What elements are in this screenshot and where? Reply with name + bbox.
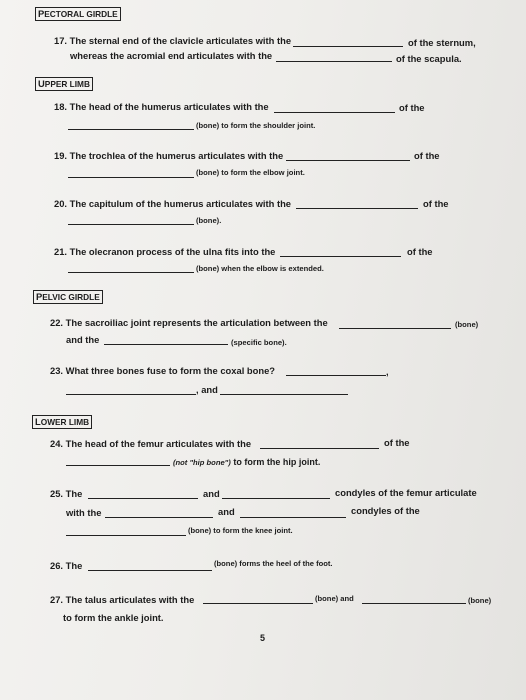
q22-blank-1[interactable] (339, 328, 451, 329)
q20-end1: of the (423, 198, 449, 209)
q18-end1: of the (399, 102, 425, 113)
q27-end1: (bone) (468, 596, 492, 605)
q17-blank-1[interactable] (293, 46, 403, 47)
q21-end1: of the (407, 246, 433, 257)
q25-and1: and (203, 488, 220, 499)
q22-blank-2[interactable] (104, 344, 228, 345)
q18-blank-2[interactable] (68, 129, 194, 130)
q19-blank-2[interactable] (68, 177, 194, 178)
q23-comma: , (386, 366, 389, 377)
q21-blank-1[interactable] (280, 256, 401, 257)
q25-end2: condyles of the (351, 505, 420, 516)
q23-blank-2[interactable] (66, 394, 196, 395)
section-header-lower-limb: LOWER LIMB (32, 415, 92, 429)
q26-sub: (bone) forms the heel of the foot. (214, 559, 333, 568)
q24-line1: 24. The head of the femur articulates with the (50, 438, 252, 449)
q23-and: , and (196, 384, 218, 395)
q21-blank-2[interactable] (68, 272, 194, 273)
q17-line2: whereas the acromial end articulates with the (70, 50, 273, 61)
q17-blank-2[interactable] (276, 61, 392, 62)
q23-blank-3[interactable] (220, 394, 348, 395)
q25-blank-1[interactable] (88, 498, 198, 499)
q24-end1: of the (384, 437, 410, 448)
q26-blank-1[interactable] (88, 570, 212, 571)
q24-blank-1[interactable] (260, 448, 379, 449)
q27-line2: to form the ankle joint. (63, 612, 164, 623)
q19-end1: of the (414, 150, 440, 161)
page-number: 5 (260, 633, 266, 643)
q18-line1: 18. The head of the humerus articulates with the (54, 101, 269, 112)
q19-blank-1[interactable] (286, 160, 410, 161)
q18-blank-1[interactable] (274, 112, 395, 113)
q25-sub: (bone) to form the knee joint. (188, 526, 293, 535)
q17-line1: 17. The sternal end of the clavicle articulates with the (54, 35, 292, 46)
q23-blank-1[interactable] (286, 375, 386, 376)
q26-line1: 26. The (50, 560, 83, 571)
q17-end2: of the scapula. (396, 53, 462, 64)
q20-sub: (bone). (196, 216, 222, 225)
q19-sub: (bone) to form the elbow joint. (196, 168, 305, 177)
q27-line1: 27. The talus articulates with the (50, 594, 195, 605)
q25-blank-3[interactable] (105, 517, 213, 518)
q22-sub: (specific bone). (231, 338, 287, 347)
q24-sub: (not "hip bone") to form the hip joint. (173, 457, 321, 467)
q24-blank-2[interactable] (66, 465, 170, 466)
q22-line2: and the (66, 334, 100, 345)
q23-line1: 23. What three bones fuse to form the coxal bone? (50, 365, 276, 376)
q27-blank-2[interactable] (362, 603, 466, 604)
section-header-pectoral-girdle: PECTORAL GIRDLE (35, 7, 121, 21)
q18-sub: (bone) to form the shoulder joint. (196, 121, 316, 130)
section-header-pelvic-girdle: PELVIC GIRDLE (33, 290, 103, 304)
q20-blank-1[interactable] (296, 208, 418, 209)
q17-end1: of the sternum, (408, 37, 476, 48)
q27-blank-1[interactable] (203, 603, 313, 604)
q25-end1: condyles of the femur articulate (335, 487, 477, 498)
q25-line1: 25. The (50, 488, 83, 499)
q25-blank-4[interactable] (240, 517, 346, 518)
q22-line1: 22. The sacroiliac joint represents the articulation between the (50, 317, 328, 328)
q25-blank-2[interactable] (222, 498, 330, 499)
q25-and2: and (218, 506, 235, 517)
q20-line1: 20. The capitulum of the humerus articulates with the (54, 198, 292, 209)
q27-mid: (bone) and (315, 594, 354, 603)
q25-line2: with the (66, 507, 102, 518)
section-header-upper-limb: UPPER LIMB (35, 77, 93, 91)
q21-sub: (bone) when the elbow is extended. (196, 264, 324, 273)
q20-blank-2[interactable] (68, 224, 194, 225)
q25-blank-5[interactable] (66, 535, 186, 536)
q19-line1: 19. The trochlea of the humerus articulates with the (54, 150, 284, 161)
q21-line1: 21. The olecranon process of the ulna fits into the (54, 246, 276, 257)
q22-end1: (bone) (455, 320, 479, 329)
